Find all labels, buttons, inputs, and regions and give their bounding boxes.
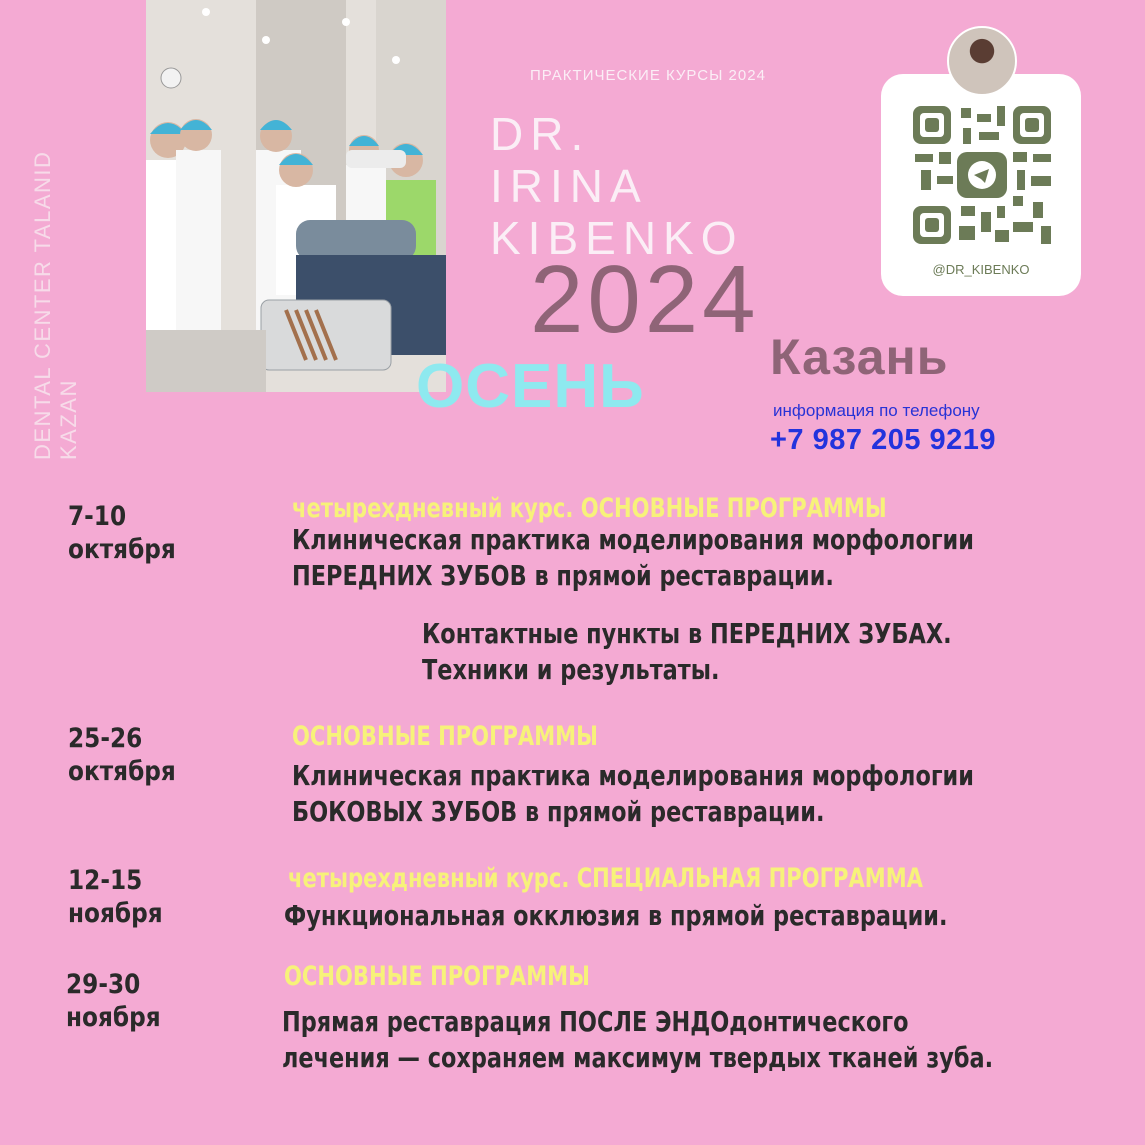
- schedule-date: [68, 722, 176, 788]
- doctor-name-line3: KIBENKO: [490, 212, 744, 264]
- clinic-photo-illustration: [146, 0, 446, 392]
- date-range: 25-26: [68, 723, 143, 754]
- course-description-line: Клиническая практика моделирования морфологии: [292, 523, 974, 556]
- date-month: ноября: [66, 1002, 161, 1033]
- doctor-name: [490, 108, 744, 264]
- course-tag: ОСНОВНЫЕ ПРОГРАММЫ: [292, 721, 598, 752]
- schedule-date: [68, 500, 176, 566]
- course-description: [282, 1004, 993, 1076]
- side-vertical-text: [30, 40, 82, 460]
- clinic-photo: [146, 0, 446, 392]
- course-description-line: Функциональная окклюзия в прямой реставрации.: [284, 899, 948, 932]
- course-description: [292, 522, 974, 594]
- course-description-line: ПЕРЕДНИХ ЗУБОВ в прямой реставрации.: [292, 559, 834, 592]
- course-description-line: лечения — сохраняем максимум твердых тканей зуба.: [282, 1041, 994, 1074]
- course-description-line: Контактные пункты в ПЕРЕДНИХ ЗУБАХ.: [422, 617, 952, 650]
- phone-number[interactable]: +7 987 205 9219: [770, 424, 997, 456]
- course-description-line: БОКОВЫХ ЗУБОВ в прямой реставрации.: [292, 795, 825, 828]
- side-text-line1: DENTAL CENTER TALANID: [30, 150, 55, 460]
- contact-label: информация по телефону: [773, 401, 980, 420]
- date-range: 29-30: [66, 969, 141, 1000]
- date-month: октября: [68, 756, 176, 787]
- course-description-line: Прямая реставрация ПОСЛЕ ЭНДОдонтического: [282, 1005, 909, 1038]
- schedule-date: [68, 864, 163, 930]
- year-title: 2024: [530, 246, 760, 353]
- qr-code-icon[interactable]: [913, 106, 1051, 244]
- course-tag: ОСНОВНЫЕ ПРОГРАММЫ: [284, 961, 590, 992]
- doctor-name-line2: IRINA: [490, 160, 648, 212]
- city-title: Казань: [770, 329, 949, 385]
- date-range: 7-10: [68, 501, 127, 532]
- course-extra-description: [422, 616, 952, 688]
- avatar: [947, 26, 1017, 96]
- course-description-line: Техники и результаты.: [422, 653, 720, 686]
- course-description-line: Клиническая практика моделирования морфологии: [292, 759, 974, 792]
- courses-label: ПРАКТИЧЕСКИЕ КУРСЫ 2024: [530, 67, 766, 84]
- course-tag: четырехдневный курс. ОСНОВНЫЕ ПРОГРАММЫ: [292, 493, 887, 524]
- date-range: 12-15: [68, 865, 143, 896]
- course-tag: четырехдневный курс. СПЕЦИАЛЬНАЯ ПРОГРАММА: [288, 863, 923, 894]
- course-description: [292, 758, 974, 830]
- side-text-line2: KAZAN: [56, 379, 81, 460]
- date-month: октября: [68, 534, 176, 565]
- doctor-name-line1: DR.: [490, 108, 591, 160]
- date-month: ноября: [68, 898, 163, 929]
- qr-handle: @DR_KIBENKO: [932, 262, 1030, 277]
- season-title: ОСЕНЬ: [416, 352, 645, 421]
- course-description: [284, 898, 947, 934]
- schedule-date: [66, 968, 161, 1034]
